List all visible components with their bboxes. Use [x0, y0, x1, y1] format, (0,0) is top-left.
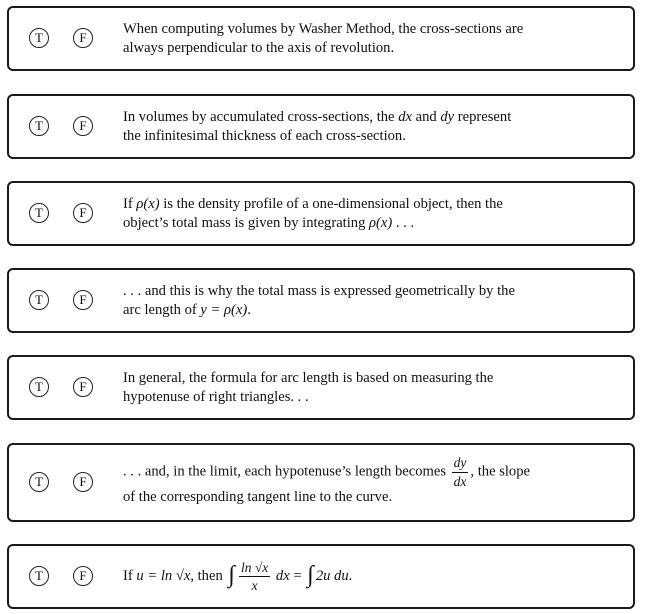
fraction: $\frac{\ln √x}{x}$ [240, 559, 269, 594]
statement-card [7, 268, 635, 333]
statement-text: In general, the formula for arc length is based on measuring the hypotenuse of right triangles. . . [123, 370, 494, 405]
statement-card [7, 6, 635, 71]
fraction: $\frac{dy}{dx}$ [453, 455, 467, 489]
statement-card [7, 544, 635, 609]
statement-text: When computing volumes by Washer Method, the cross-sections are always perpendicular to the axis of revolution. [123, 21, 524, 56]
true-option[interactable]: T [29, 203, 49, 223]
statement-text: In volumes by accumulated cross-sections, the dx and dy represent the infinitesimal thickness of each cross-section. [123, 109, 512, 144]
statement-text: . . . and, in the limit, each hypotenuse’s length becomes $\frac{dy}{dx}$ , the slope of the corresponding tangent line to the curve. [123, 455, 531, 505]
statement-text: If u = ln √x, then ∫ $\frac{\ln √x}{x}$ dx = ∫ 2u du. [123, 559, 353, 594]
statement-text: . . . and this is why the total mass is expressed geometrically by the arc length of y = ρ(x). [123, 283, 515, 318]
false-option[interactable]: F [73, 116, 93, 136]
true-option[interactable]: T [29, 28, 49, 48]
statement-card [7, 94, 635, 159]
true-option[interactable]: T [29, 290, 49, 310]
statement-card [7, 355, 635, 420]
true-option[interactable]: T [29, 116, 49, 136]
true-option[interactable]: T [29, 566, 49, 586]
statement-card [7, 181, 635, 246]
true-option[interactable]: T [29, 377, 49, 397]
false-option[interactable]: F [73, 472, 93, 492]
true-option[interactable]: T [29, 472, 49, 492]
statement-text: If ρ(x) is the density profile of a one-dimensional object, then the object’s total mass is given by integrating ρ(x) . . . [123, 196, 503, 231]
false-option[interactable]: F [73, 290, 93, 310]
false-option[interactable]: F [73, 203, 93, 223]
false-option[interactable]: F [73, 377, 93, 397]
statement-card [7, 443, 635, 522]
false-option[interactable]: F [73, 566, 93, 586]
false-option[interactable]: F [73, 28, 93, 48]
